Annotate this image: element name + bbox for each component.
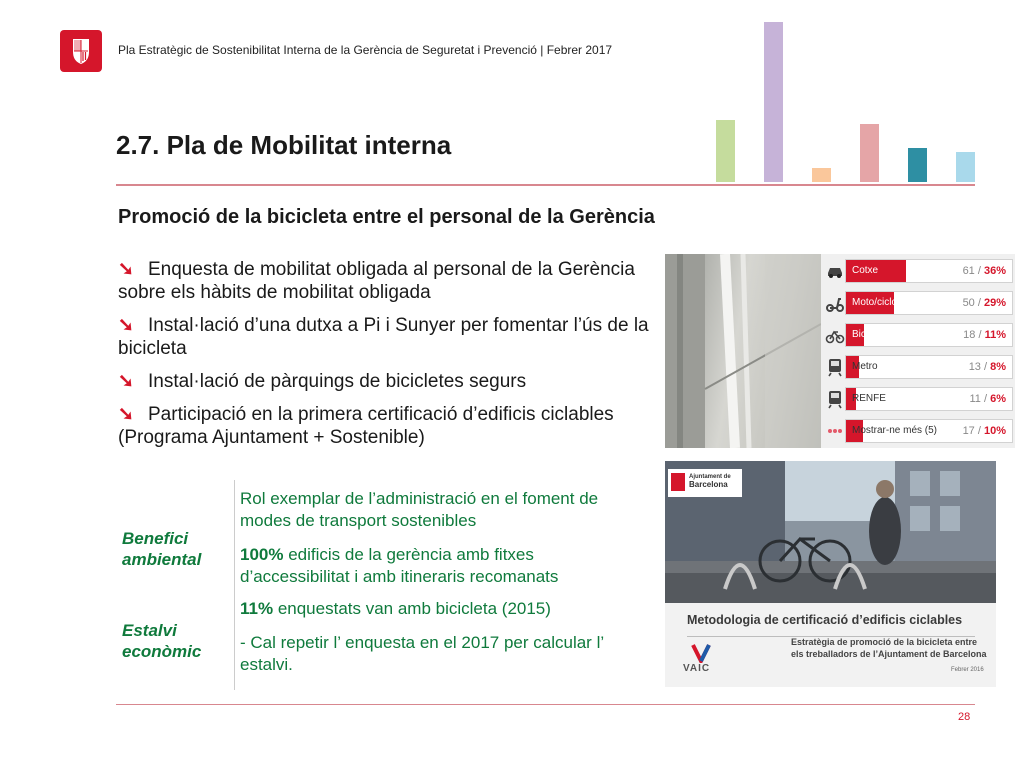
econ-savings-2: - Cal repetir l’ enquesta en el 2017 per calcular l’ estalvi.	[240, 633, 604, 674]
car-icon	[825, 261, 845, 281]
methodology-cover	[665, 603, 996, 687]
cover-date: Febrer 2016	[951, 667, 984, 673]
list-item: ➘ Instal·lació de pàrquings de bicicletes segurs	[118, 371, 527, 392]
decorative-bars	[712, 22, 977, 182]
decorative-bar	[764, 22, 783, 182]
benefits-divider	[234, 480, 235, 690]
survey-row	[821, 257, 1015, 285]
env-benefit-label: Benefici ambiental	[122, 529, 202, 569]
survey-mode-label: RENFE	[852, 393, 886, 404]
arrow-down-right-icon: ➘	[118, 371, 134, 392]
decorative-bar	[812, 168, 831, 182]
page-number: 28	[958, 711, 971, 723]
survey-mode-label: Cotxe	[852, 265, 879, 276]
list-item: ➘ Participació en la primera certificació d’edificis ciclables (Programa Ajuntament + Sostenible)	[118, 404, 614, 448]
sign-line-2: Barcelona	[689, 480, 728, 489]
scooter-icon	[825, 293, 845, 313]
decorative-bar	[860, 124, 879, 182]
survey-bar-track	[845, 323, 1013, 347]
arrow-down-right-icon: ➘	[118, 315, 134, 336]
survey-mode-value: 13 / 8%	[968, 361, 1006, 373]
survey-row	[821, 385, 1015, 413]
train-icon	[825, 389, 845, 409]
train-icon	[825, 357, 845, 377]
decorative-bar	[956, 152, 975, 182]
env-benefit-2: 100% edificis de la gerència amb fitxes d’accessibilitat i amb itineraris recomanats	[240, 545, 559, 586]
section-title: 2.7. Pla de Mobilitat interna	[116, 130, 452, 160]
survey-mode-value: 61 / 36%	[962, 265, 1006, 277]
survey-mode-label: Metro	[852, 361, 878, 372]
list-item: ➘ Instal·lació d’una dutxa a Pi i Sunyer per fomentar l’ús de la bicicleta	[118, 315, 649, 359]
arrow-down-right-icon: ➘	[118, 404, 134, 425]
survey-mode-value: 50 / 29%	[962, 297, 1006, 309]
more-dots-icon	[825, 421, 845, 441]
survey-bar-track	[845, 387, 1013, 411]
survey-row	[821, 321, 1015, 349]
env-benefit-1: Rol exemplar de l’administració en el foment de modes de transport sostenibles	[240, 489, 599, 530]
survey-bar-track[interactable]	[845, 419, 1013, 443]
divider-bottom	[116, 704, 975, 705]
econ-savings-label: Estalvi econòmic	[122, 621, 202, 661]
vaic-logo-icon	[685, 643, 725, 663]
survey-mode-label: Moto/ciclomotor	[852, 297, 923, 308]
survey-mode-value: 17 / 10%	[962, 425, 1006, 437]
shower-photo	[665, 254, 821, 448]
bicycle-parking-photo	[665, 461, 996, 603]
survey-row	[821, 353, 1015, 381]
subtitle: Promoció de la bicicleta entre el personal de la Gerència	[118, 206, 655, 228]
survey-bar-track	[845, 355, 1013, 379]
cover-title: Metodologia de certificació d’edificis ciclables	[687, 613, 963, 627]
benefits-table	[118, 480, 648, 690]
cover-subtitle: Estratègia de promoció de la bicicleta entre els treballadors de l’Ajuntament de Barcelona	[791, 637, 987, 659]
decorative-bar	[908, 148, 927, 182]
decorative-bar	[716, 120, 735, 182]
survey-bar-track	[845, 291, 1013, 315]
survey-row	[821, 289, 1015, 317]
divider-top	[116, 184, 975, 186]
survey-mode-label: Mostrar-ne més (5)	[852, 425, 938, 436]
sign-line-1: Ajuntament de	[689, 474, 731, 480]
arrow-down-right-icon: ➘	[118, 259, 134, 280]
bicycle-icon	[825, 325, 845, 345]
survey-row	[821, 417, 1015, 445]
survey-results	[821, 254, 1015, 448]
cover-brand: VAIC	[683, 663, 711, 674]
survey-mode-label: Bicicleta	[852, 329, 890, 340]
list-item: ➘ Enquesta de mobilitat obligada al personal de la Gerència sobre els hàbits de mobilitat obligada	[118, 259, 635, 303]
survey-bar-track	[845, 259, 1013, 283]
bullet-list	[118, 258, 653, 459]
document-title: Pla Estratègic de Sostenibilitat Interna de la Gerència de Seguretat i Prevenció | Febrer 2017	[118, 43, 613, 57]
barcelona-shield-icon	[60, 30, 102, 72]
survey-mode-value: 11 / 6%	[969, 393, 1006, 405]
econ-savings-1: 11% enquestats van amb bicicleta (2015)	[240, 599, 551, 618]
survey-mode-value: 18 / 11%	[963, 329, 1006, 341]
